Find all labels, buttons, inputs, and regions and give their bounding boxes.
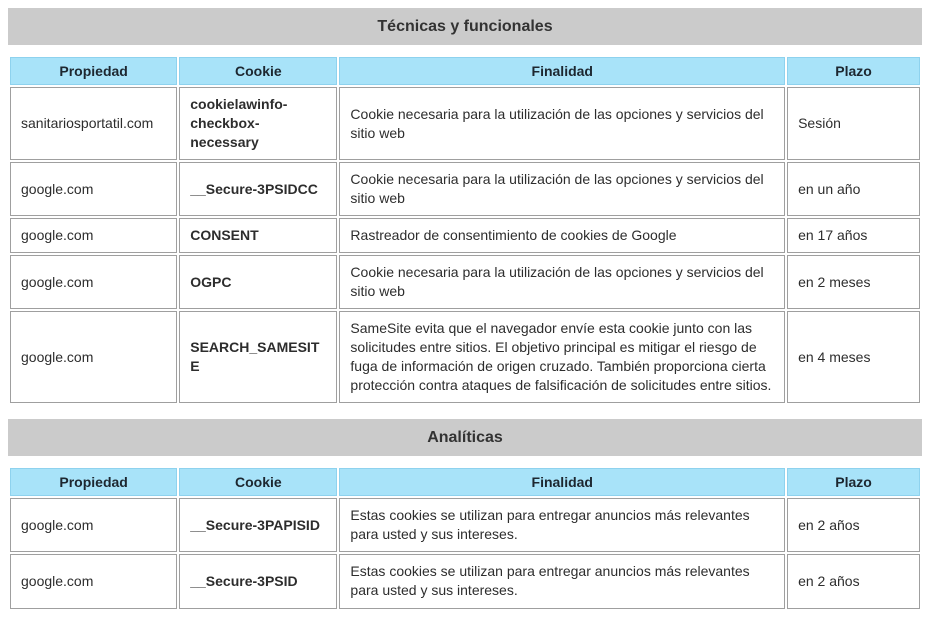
cell-finalidad: Cookie necesaria para la utilización de las opciones y servicios del sitio web xyxy=(339,87,785,160)
cell-propiedad: google.com xyxy=(10,255,177,309)
cookie-table-analiticas xyxy=(8,466,922,610)
cell-finalidad: Estas cookies se utilizan para entregar anuncios más relevantes para usted y sus intereses. xyxy=(339,498,785,552)
table-row xyxy=(10,311,920,403)
column-header-plazo: Plazo xyxy=(787,57,920,85)
table-row xyxy=(10,498,920,552)
cell-finalidad: SameSite evita que el navegador envíe esta cookie junto con las solicitudes entre sitios. El objetivo principal es mitigar el riesgo de fuga de información de origen cruzado. También proporciona cierta protección contra ataques de falsificación de solicitudes entre sitios. xyxy=(339,311,785,403)
cell-cookie: OGPC xyxy=(179,255,337,309)
column-header-cookie: Cookie xyxy=(179,57,337,85)
cell-plazo: Sesión xyxy=(787,87,920,160)
table-row xyxy=(10,218,920,253)
column-header-propiedad: Propiedad xyxy=(10,57,177,85)
column-header-cookie: Cookie xyxy=(179,468,337,496)
cell-propiedad: google.com xyxy=(10,218,177,253)
cell-cookie: SEARCH_SAMESITE xyxy=(179,311,337,403)
column-header-plazo: Plazo xyxy=(787,468,920,496)
cell-cookie: __Secure-3PAPISID xyxy=(179,498,337,552)
cell-plazo: en un año xyxy=(787,162,920,216)
table-row xyxy=(10,255,920,309)
cell-plazo: en 2 meses xyxy=(787,255,920,309)
cell-propiedad: google.com xyxy=(10,162,177,216)
cell-finalidad: Estas cookies se utilizan para entregar anuncios más relevantes para usted y sus intereses. xyxy=(339,554,785,608)
cell-cookie: CONSENT xyxy=(179,218,337,253)
column-header-propiedad: Propiedad xyxy=(10,468,177,496)
cell-plazo: en 2 años xyxy=(787,498,920,552)
cell-propiedad: sanitariosportatil.com xyxy=(10,87,177,160)
column-header-finalidad: Finalidad xyxy=(339,57,785,85)
header-row xyxy=(10,57,920,85)
cell-cookie: __Secure-3PSID xyxy=(179,554,337,608)
cell-finalidad: Cookie necesaria para la utilización de las opciones y servicios del sitio web xyxy=(339,255,785,309)
cell-propiedad: google.com xyxy=(10,311,177,403)
cell-plazo: en 2 años xyxy=(787,554,920,608)
cell-plazo: en 17 años xyxy=(787,218,920,253)
table-header xyxy=(10,468,920,496)
cell-finalidad: Rastreador de consentimiento de cookies de Google xyxy=(339,218,785,253)
section-tecnicas-y-funcionales xyxy=(8,8,922,405)
header-row xyxy=(10,468,920,496)
cell-plazo: en 4 meses xyxy=(787,311,920,403)
cell-propiedad: google.com xyxy=(10,498,177,552)
cell-cookie: cookielawinfo-checkbox-necessary xyxy=(179,87,337,160)
section-title: Técnicas y funcionales xyxy=(377,17,553,35)
cell-cookie: __Secure-3PSIDCC xyxy=(179,162,337,216)
section-title: Analíticas xyxy=(427,428,503,446)
table-header xyxy=(10,57,920,85)
cookie-table-tecnicas xyxy=(8,55,922,405)
column-header-finalidad: Finalidad xyxy=(339,468,785,496)
cell-finalidad: Cookie necesaria para la utilización de las opciones y servicios del sitio web xyxy=(339,162,785,216)
section-analiticas xyxy=(8,419,922,610)
section-band xyxy=(8,419,922,456)
cell-propiedad: google.com xyxy=(10,554,177,608)
table-row xyxy=(10,162,920,216)
table-row xyxy=(10,554,920,608)
section-band xyxy=(8,8,922,45)
table-row xyxy=(10,87,920,160)
